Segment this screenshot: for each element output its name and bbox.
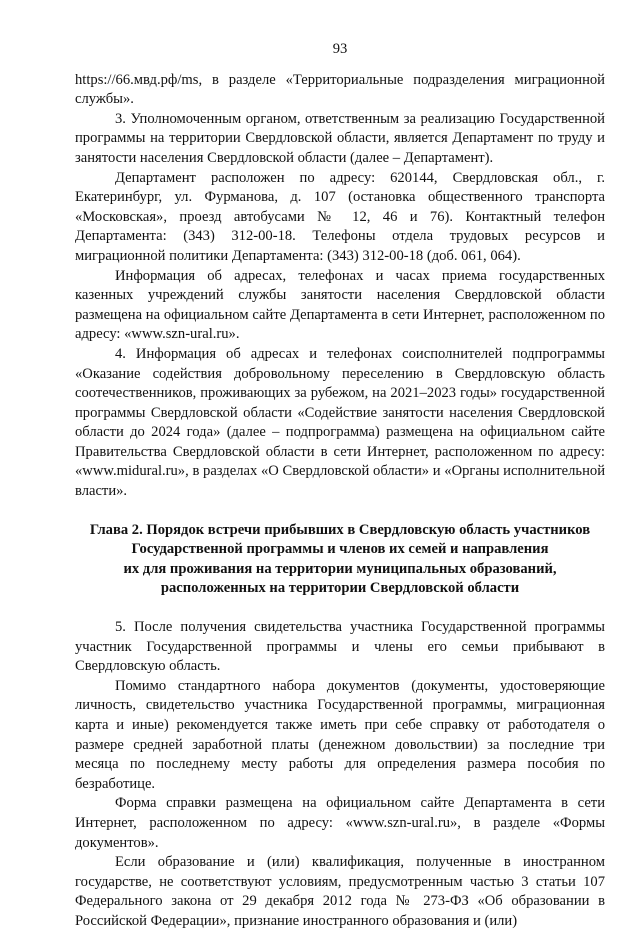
paragraph-department-address: Департамент расположен по адресу: 620144, Свердловская обл., г. Екатеринбург, ул. Фурманова, д. 107 (остановка общественного транспорта «Московская», проезд автобусами № 12, 46 и 76). Контактный телефон Департамента: (343) 312-00-18. Телефоны отдела трудовых ресурсов и миграционной политики Департамента: (343) 312-00-18 (доб. 061, 064). [75, 169, 605, 264]
paragraph-item-5: 5. После получения свидетельства участника Государственной программы участник Государственной программы и члены его семьи прибывают в Свердловскую область. [75, 619, 605, 675]
chapter-heading-line: Государственной программы и членов их семей и направления [131, 541, 549, 558]
paragraph-form: Форма справки размещена на официальном сайте Департамента в сети Интернет, расположенном по адресу: «www.szn-ural.ru», в разделе «Формы документов». [75, 795, 605, 851]
paragraph-item-3: 3. Уполномоченным органом, ответственным за реализацию Государственной программы на территории Свердловской области, является Департамент по труду и занятости населения Свердловской области (далее – Департамент). [75, 110, 605, 166]
chapter-heading [75, 521, 605, 599]
page-number: 93 [332, 41, 348, 57]
paragraph-documents: Помимо стандартного набора документов (документы, удостоверяющие личность, свидетельство участника Государственной программы, миграционная карта и иные) рекомендуется также иметь при себе справку от работодателя о размере средней заработной платы (денежном довольствии) за последние три месяца по последнему месту работы для определения размера пособия по безработице. [75, 677, 605, 792]
paragraph-item-4: 4. Информация об адресах и телефонах соисполнителей подпрограммы «Оказание содействия добровольному переселению в Свердловскую область соотечественников, проживающих за рубежом, на 2021–2023 годы» государственной программы Свердловской области «Содействие занятости населения Свердловской области до 2024 года» (далее – подпрограмма) размещена на официальном сайте Правительства Свердловской области в сети Интернет, расположенном по адресу: «www.midural.ru», в разделах «О Свердловской области» и «Органы исполнительной власти». [75, 345, 605, 500]
chapter-heading-line: их для проживания на территории муниципальных образований, [123, 560, 557, 577]
paragraph-education: Если образование и (или) квалификация, полученные в иностранном государстве, не соответствуют условиям, предусмотренным частью 3 статьи 107 Федерального закона от 29 декабря 2012 года № 273-ФЗ «Об образовании в Российской Федерации», признание иностранного образования и (или) [75, 854, 605, 929]
chapter-heading-line: Глава 2. Порядок встречи прибывших в Свердловскую область участников [89, 521, 591, 538]
paragraph-continuation: https://66.мвд.рф/ms, в разделе «Территориальные подразделения миграционной службы». [75, 71, 605, 108]
paragraph-employment-offices: Информация об адресах, телефонах и часах приема государственных казенных учреждений службы занятости населения Свердловской области размещена на официальном сайте Департамента в сети Интернет, расположенном по адресу: «www.szn-ural.ru». [75, 267, 605, 343]
document-page [75, 40, 605, 932]
chapter-heading-line: расположенных на территории Свердловской области [160, 580, 520, 597]
